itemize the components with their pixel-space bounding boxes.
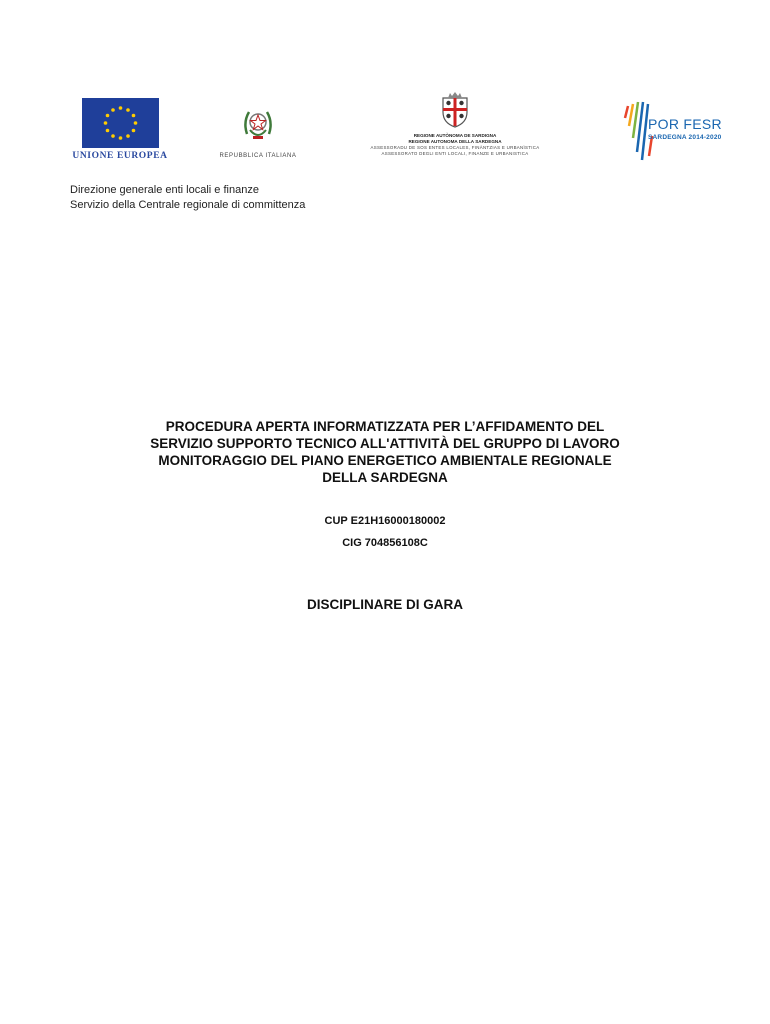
sardegna-crest-icon	[440, 92, 470, 128]
title-line: SERVIZIO SUPPORTO TECNICO ALL'ATTIVITÀ DEL GRUPPO DI LAVORO	[150, 436, 620, 451]
eu-star-icon	[111, 134, 115, 138]
sardegna-line-3: ASSESSORADU DE SOS ENTES LOCALES, FINÀNTZIAS E URBANÌSTICA	[370, 145, 540, 150]
eu-star-icon	[126, 108, 130, 112]
por-fesr-title: POR FESR	[648, 116, 722, 132]
procedure-title	[105, 418, 665, 486]
document-type-heading: DISCIPLINARE DI GARA	[306, 597, 463, 612]
italian-emblem-icon	[241, 104, 275, 144]
title-line: MONITORAGGIO DEL PIANO ENERGETICO AMBIENTALE REGIONALE	[158, 453, 612, 468]
office-block	[70, 183, 305, 213]
sardegna-logo	[360, 92, 550, 157]
office-line-1: Direzione generale enti locali e finanze	[70, 184, 259, 196]
eu-flag-icon	[82, 98, 159, 148]
eu-star-icon	[111, 108, 115, 112]
eu-star-icon	[126, 134, 130, 138]
office-line-2: Servizio della Centrale regionale di committenza	[70, 199, 306, 211]
italy-logo	[218, 104, 298, 159]
eu-star-icon	[132, 129, 136, 133]
eu-star-icon	[106, 129, 110, 133]
por-fesr-subtitle: SARDEGNA 2014-2020	[648, 134, 722, 141]
eu-logo	[70, 98, 170, 161]
eu-star-icon	[119, 106, 123, 110]
title-line: DELLA SARDEGNA	[322, 470, 448, 485]
eu-caption: UNIONE EUROPEA	[72, 151, 168, 161]
sardegna-line-2: REGIONE AUTONOMA DELLA SARDEGNA	[408, 139, 502, 144]
sardegna-line-1: REGIONE AUTÒNOMA DE SARDIGNA	[413, 133, 497, 138]
eu-star-icon	[119, 136, 123, 140]
title-line: PROCEDURA APERTA INFORMATIZZATA PER L’AFFIDAMENTO DEL	[165, 419, 605, 434]
sardegna-line-4: ASSESSORATO DEGLI ENTI LOCALI, FINANZE E URBANISTICA	[381, 151, 529, 156]
eu-star-icon	[104, 121, 108, 125]
eu-star-icon	[106, 114, 110, 118]
italy-caption: REPUBBLICA ITALIANA	[219, 153, 297, 159]
cup-code: CUP E21H16000180002	[324, 515, 446, 527]
eu-star-icon	[132, 114, 136, 118]
logo-header	[0, 92, 770, 172]
por-fesr-logo	[622, 96, 732, 166]
cig-code: CIG 704856108C	[342, 537, 428, 549]
eu-star-icon	[134, 121, 138, 125]
